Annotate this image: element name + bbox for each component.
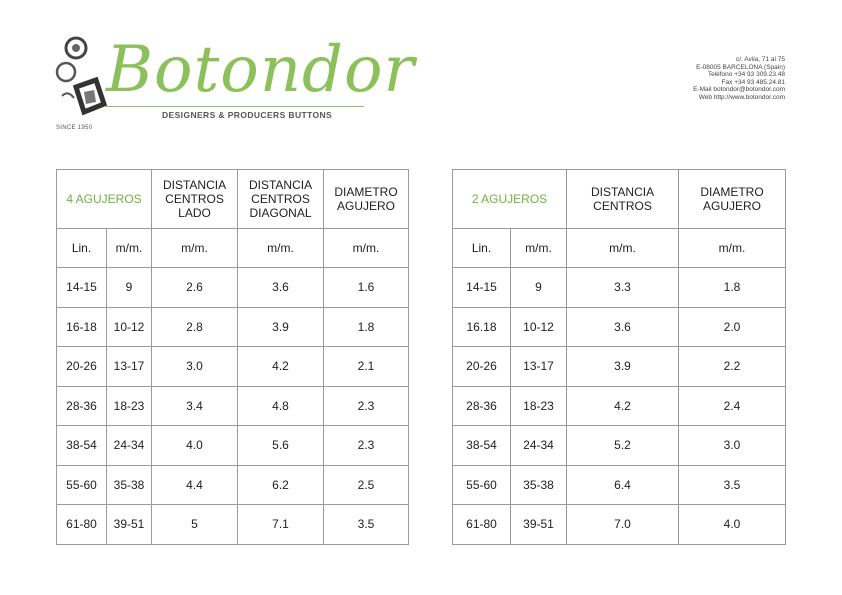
table-cell: 55-60	[57, 465, 107, 505]
table-cell: 3.6	[567, 307, 679, 347]
table-cell: 6.4	[567, 465, 679, 505]
unit-cell: m/m.	[107, 229, 152, 268]
table-cell: 2.5	[324, 465, 409, 505]
table-cell: 9	[107, 268, 152, 308]
address-line: c/. Avila, 71 al 75	[735, 56, 785, 63]
table-cell: 61-80	[453, 505, 511, 545]
table-cell: 3.5	[679, 465, 786, 505]
address-line: Web http://www.botondor.com	[698, 93, 785, 101]
address-line: E-08005 BARCELONA (Spain)	[696, 63, 785, 71]
units-row	[57, 229, 409, 268]
table-cell: 3.0	[152, 347, 238, 387]
table-row	[57, 307, 409, 347]
table-row	[453, 426, 786, 466]
table-cell: 2.3	[324, 426, 409, 466]
table-row	[453, 386, 786, 426]
table-cell: 3.0	[679, 426, 786, 466]
column-header: DIAMETRO AGUJERO	[324, 170, 409, 229]
table-cell: 7.1	[238, 505, 324, 545]
unit-cell: m/m.	[238, 229, 324, 268]
table-cell: 20-26	[453, 347, 511, 387]
table-row	[453, 505, 786, 545]
table-cell: 3.9	[567, 347, 679, 387]
table-title: 2 AGUJEROS	[453, 170, 567, 229]
company-logo	[54, 32, 416, 142]
table-title: 4 AGUJEROS	[57, 170, 152, 229]
table-cell: 3.4	[152, 386, 238, 426]
table-cell: 4.4	[152, 465, 238, 505]
column-header: DISTANCIA CENTROS DIAGONAL	[238, 170, 324, 229]
table-row	[57, 426, 409, 466]
table-cell: 1.8	[324, 307, 409, 347]
table-cell: 5.6	[238, 426, 324, 466]
logo-rule	[106, 106, 364, 107]
table-row	[453, 268, 786, 308]
unit-cell: m/m.	[567, 229, 679, 268]
table-row	[57, 386, 409, 426]
table-cell: 38-54	[57, 426, 107, 466]
table-row	[453, 307, 786, 347]
table-cell: 13-17	[511, 347, 567, 387]
address-line: Teléfono +34 93 309.23.48	[707, 71, 785, 78]
table-cell: 5	[152, 505, 238, 545]
table-cell: 24-34	[511, 426, 567, 466]
four-holes-table	[56, 169, 409, 545]
table-header-row	[57, 170, 409, 229]
table-cell: 16.18	[453, 307, 511, 347]
table-cell: 5.2	[567, 426, 679, 466]
table-cell: 6.2	[238, 465, 324, 505]
table-cell: 4.0	[679, 505, 786, 545]
table-cell: 2.4	[679, 386, 786, 426]
table-cell: 38-54	[453, 426, 511, 466]
table-cell: 10-12	[511, 307, 567, 347]
table-cell: 4.0	[152, 426, 238, 466]
table-cell: 55-60	[453, 465, 511, 505]
address-line: Fax +34 93 485.24.81	[721, 78, 785, 86]
table-cell: 4.2	[567, 386, 679, 426]
table-cell: 4.2	[238, 347, 324, 387]
table-header-row	[453, 170, 786, 229]
table-cell: 3.5	[324, 505, 409, 545]
table-cell: 13-17	[107, 347, 152, 387]
table-cell: 16-18	[57, 307, 107, 347]
brand-name: Botondor	[106, 33, 416, 107]
unit-cell: m/m.	[679, 229, 786, 268]
logo-tagline: DESIGNERS & PRODUCERS BUTTONS	[162, 110, 333, 120]
table-cell: 2.1	[324, 347, 409, 387]
table-row	[57, 347, 409, 387]
table-cell: 2.6	[152, 268, 238, 308]
table-cell: 3.6	[238, 268, 324, 308]
table-cell: 35-38	[107, 465, 152, 505]
address-line: E-Mail botondor@botondor.com	[693, 86, 785, 93]
column-header: DISTANCIA CENTROS	[567, 170, 679, 229]
table-cell: 35-38	[511, 465, 567, 505]
column-header: DIAMETRO AGUJERO	[679, 170, 786, 229]
unit-cell: m/m.	[511, 229, 567, 268]
table-cell: 14-15	[453, 268, 511, 308]
table-cell: 2.2	[679, 347, 786, 387]
two-holes-table	[452, 169, 786, 545]
table-cell: 3.9	[238, 307, 324, 347]
table-cell: 3.3	[567, 268, 679, 308]
table-cell: 2.8	[152, 307, 238, 347]
table-cell: 9	[511, 268, 567, 308]
units-row	[453, 229, 786, 268]
table-row	[57, 268, 409, 308]
table-cell: 20-26	[57, 347, 107, 387]
table-row	[57, 505, 409, 545]
table-row	[453, 347, 786, 387]
unit-cell: m/m.	[152, 229, 238, 268]
table-cell: 14-15	[57, 268, 107, 308]
table-cell: 1.8	[679, 268, 786, 308]
unit-cell: Lin.	[453, 229, 511, 268]
table-row	[57, 465, 409, 505]
table-cell: 28-36	[57, 386, 107, 426]
table-cell: 4.8	[238, 386, 324, 426]
table-cell: 61-80	[57, 505, 107, 545]
column-header: DISTANCIA CENTROS LADO	[152, 170, 238, 229]
table-cell: 39-51	[511, 505, 567, 545]
table-cell: 1.6	[324, 268, 409, 308]
logo-since: SINCE 1950	[56, 125, 93, 131]
table-cell: 2.0	[679, 307, 786, 347]
table-cell: 39-51	[107, 505, 152, 545]
unit-cell: m/m.	[324, 229, 409, 268]
table-cell: 7.0	[567, 505, 679, 545]
table-cell: 28-36	[453, 386, 511, 426]
table-row	[453, 465, 786, 505]
table-cell: 18-23	[511, 386, 567, 426]
table-cell: 18-23	[107, 386, 152, 426]
table-cell: 2.3	[324, 386, 409, 426]
table-cell: 10-12	[107, 307, 152, 347]
table-cell: 24-34	[107, 426, 152, 466]
company-address	[585, 56, 785, 101]
unit-cell: Lin.	[57, 229, 107, 268]
